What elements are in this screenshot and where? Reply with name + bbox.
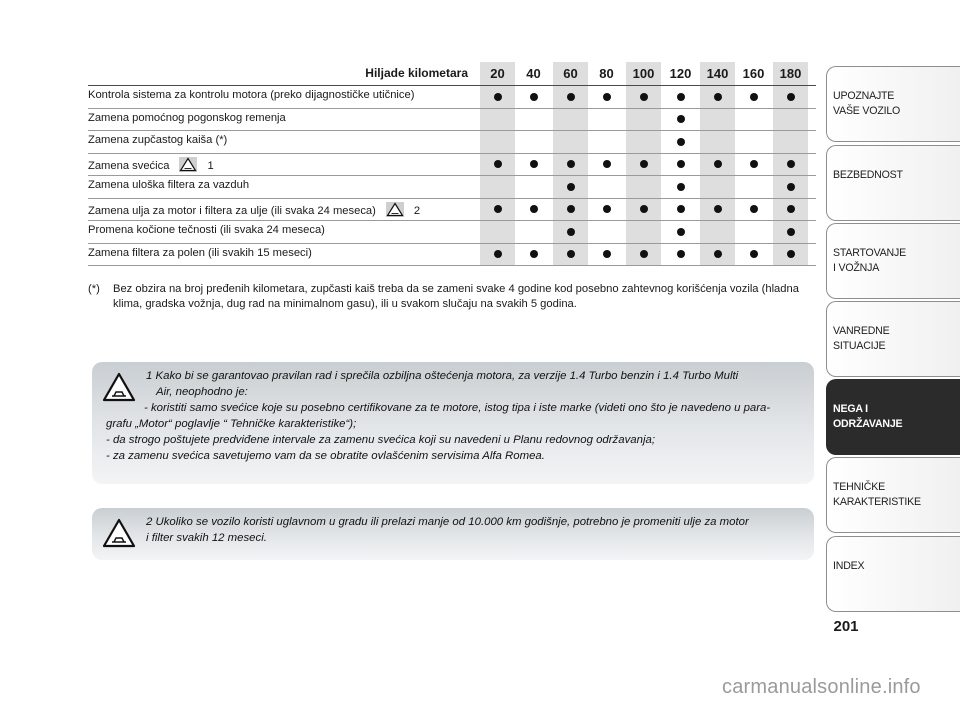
table-cell	[700, 131, 735, 153]
table-cell	[553, 109, 588, 131]
table-cell	[736, 131, 771, 153]
service-dot	[567, 160, 575, 168]
service-dot	[750, 250, 758, 258]
row-label-text: Zamena ulja za motor i filtera za ulje (ili svaka 24 meseca)	[88, 204, 376, 217]
footnote-text: Bez obzira na broj pređenih kilometara, zupčasti kaiš treba da se zameni svake 4 godine kod posebno zahtevnog korišćenja vozila (hladna klima, gradska vožnja, dug rad na minimalnom gasu), ili u svakom slučaju na svakih 5 godina.	[113, 283, 799, 310]
service-dot	[677, 93, 685, 101]
table-cell	[773, 131, 808, 153]
table-cell	[773, 221, 808, 243]
table-cell	[516, 131, 551, 153]
service-dot	[677, 115, 685, 123]
table-row	[88, 154, 816, 177]
col-header: 40	[526, 66, 541, 81]
table-cell	[480, 199, 515, 221]
table-cell	[516, 199, 551, 221]
table-cell	[626, 244, 661, 266]
service-dot	[677, 183, 685, 191]
table-cell	[736, 244, 771, 266]
table-cell	[773, 244, 808, 266]
row-label-text: Zamena zupčastog kaiša (*)	[88, 134, 228, 146]
table-cell	[480, 154, 515, 176]
tab-label: UPOZNAJTE VAŠE VOZILO	[833, 90, 901, 117]
row-label-text: Zamena filtera za polen (ili svakih 15 meseci)	[88, 246, 312, 259]
table-cell	[626, 199, 661, 221]
service-dot	[567, 228, 575, 236]
table-cell	[480, 176, 515, 198]
warning-1-intro: Kako bi se garantovao pravilan rad i sprečila ozbiljna oštećenja motora, za verzije 1.4 Turbo benzin i 1.4 Turbo Multi	[155, 370, 739, 382]
service-dot	[494, 250, 502, 258]
service-dot	[603, 250, 611, 258]
table-body	[88, 86, 816, 266]
table-cell	[700, 86, 735, 108]
service-dot	[787, 183, 795, 191]
table-row	[88, 221, 816, 244]
service-dot	[714, 250, 722, 258]
tab-label: BEZBEDNOST	[833, 169, 903, 181]
tab-label: STARTOVANJE I VOŽNJA	[833, 247, 906, 274]
warning-2-line1: Ukoliko se vozilo koristi uglavnom u gradu ili prelazi manje od 10.000 km godišnje, potrebno je promeniti ulje za motor	[155, 516, 749, 528]
table-cell	[663, 244, 698, 266]
table-cell	[626, 154, 661, 176]
table-row	[88, 131, 816, 154]
service-dot	[640, 93, 648, 101]
service-dot	[640, 205, 648, 213]
table-cell	[516, 86, 551, 108]
tab-upoznajte[interactable]	[826, 66, 960, 142]
table-cell	[626, 109, 661, 131]
tab-label: INDEX	[833, 560, 865, 572]
service-dot	[750, 160, 758, 168]
col-header: 100	[626, 62, 661, 85]
table-cell	[553, 199, 588, 221]
table-cell	[663, 199, 698, 221]
row-label	[88, 247, 312, 259]
table-cell	[516, 154, 551, 176]
row-label-text: Zamena pomoćnog pogonskog remenja	[88, 111, 286, 124]
table-cell	[589, 154, 624, 176]
warning-triangle-icon	[386, 202, 404, 217]
table-cell	[773, 176, 808, 198]
table-cell	[773, 86, 808, 108]
table-cell	[626, 131, 661, 153]
table-cell	[700, 176, 735, 198]
service-dot	[677, 228, 685, 236]
tab-vanredne[interactable]	[826, 301, 960, 377]
table-cell	[626, 176, 661, 198]
service-dot	[603, 205, 611, 213]
table-row	[88, 86, 816, 109]
maintenance-table	[88, 62, 816, 266]
warning-2-number: 2	[146, 516, 153, 528]
service-dot	[677, 205, 685, 213]
table-cell	[553, 221, 588, 243]
row-label	[88, 224, 325, 236]
footnote	[88, 282, 813, 312]
table-cell	[700, 199, 735, 221]
table-cell	[480, 131, 515, 153]
warning-1-item3: - za zamenu svećica savetujemo vam da se obratite ovlašćenim servisima Alfa Romea.	[106, 450, 545, 462]
table-cell	[736, 176, 771, 198]
table-cell	[736, 221, 771, 243]
row-label	[88, 157, 214, 172]
service-dot	[567, 250, 575, 258]
tab-label: NEGA I ODRŽAVANJE	[833, 403, 903, 430]
service-dot	[603, 93, 611, 101]
page-number: 201	[833, 618, 859, 635]
service-dot	[714, 160, 722, 168]
header-title: Hiljade kilometara	[365, 66, 468, 80]
service-dot	[787, 205, 795, 213]
col-header: 140	[700, 62, 735, 85]
service-dot	[677, 250, 685, 258]
table-cell	[589, 244, 624, 266]
warning-1-item1b: grafu „Motor“ poglavlje “ Tehničke karakteristike“);	[106, 418, 357, 430]
service-dot	[530, 160, 538, 168]
row-label	[88, 179, 249, 191]
table-row	[88, 176, 816, 199]
row-label	[88, 89, 414, 101]
table-cell	[663, 176, 698, 198]
table-cell	[480, 221, 515, 243]
service-dot	[603, 160, 611, 168]
warning-1-item1a: - koristiti samo svećice koje su posebno certifikovane za te motore, istog tipa i iste marke (videti ono što je navedeno u para-	[144, 402, 771, 414]
service-dot	[750, 93, 758, 101]
table-cell	[773, 154, 808, 176]
tab-label: VANREDNE SITUACIJE	[833, 325, 890, 352]
warning-1-intro2: Air, neophodno je:	[156, 386, 248, 398]
table-cell	[663, 154, 698, 176]
table-cell	[553, 244, 588, 266]
tab-label: TEHNIČKE KARAKTERISTIKE	[833, 481, 921, 508]
table-cell	[700, 109, 735, 131]
service-dot	[567, 183, 575, 191]
table-cell	[589, 109, 624, 131]
service-dot	[494, 160, 502, 168]
table-cell	[773, 109, 808, 131]
service-dot	[530, 205, 538, 213]
row-label-text: Zamena uloška filtera za vazduh	[88, 179, 250, 191]
watermark: carmanualsonline.info	[722, 676, 921, 698]
col-header: 160	[742, 66, 765, 81]
table-cell	[516, 244, 551, 266]
service-dot	[677, 138, 685, 146]
table-cell	[663, 86, 698, 108]
table-cell	[736, 199, 771, 221]
table-cell	[480, 109, 515, 131]
table-cell	[700, 154, 735, 176]
table-cell	[663, 221, 698, 243]
table-cell	[589, 86, 624, 108]
warning-1-text	[106, 368, 802, 464]
table-cell	[553, 86, 588, 108]
tab-bezbednost[interactable]	[826, 145, 960, 221]
warning-1-item2: - da strogo poštujete predviđene intervale za zamenu svećica koji su navedeni u Planu redovnog održavanja;	[106, 434, 655, 446]
warning-1-number: 1	[146, 370, 153, 382]
row-label	[88, 134, 227, 146]
table-row	[88, 199, 816, 222]
service-dot	[530, 93, 538, 101]
service-dot	[640, 160, 648, 168]
table-cell	[626, 86, 661, 108]
warning-2-text	[146, 514, 802, 546]
service-dot	[567, 205, 575, 213]
service-dot	[494, 93, 502, 101]
table-cell	[773, 199, 808, 221]
table-row	[88, 109, 816, 132]
table-cell	[589, 199, 624, 221]
warning-box-1	[92, 362, 814, 484]
table-row	[88, 244, 816, 267]
table-cell	[516, 109, 551, 131]
col-header: 80	[599, 66, 614, 81]
table-cell	[736, 86, 771, 108]
footnote-mark: (*)	[88, 283, 100, 295]
table-cell	[553, 131, 588, 153]
table-cell	[516, 176, 551, 198]
table-cell	[663, 131, 698, 153]
table-cell	[663, 109, 698, 131]
table-cell	[700, 244, 735, 266]
table-cell	[626, 221, 661, 243]
table-cell	[480, 86, 515, 108]
note-reference: 1	[207, 159, 214, 172]
table-header	[88, 62, 816, 86]
service-dot	[787, 93, 795, 101]
col-header: 120	[669, 66, 692, 81]
service-dot	[677, 160, 685, 168]
row-label	[88, 202, 420, 217]
table-cell	[736, 109, 771, 131]
service-dot	[787, 250, 795, 258]
warning-2-line2: i filter svakih 12 meseci.	[146, 532, 267, 544]
table-cell	[553, 176, 588, 198]
service-dot	[750, 205, 758, 213]
service-dot	[494, 205, 502, 213]
service-dot	[787, 160, 795, 168]
tab-nega[interactable]	[826, 379, 960, 455]
table-cell	[589, 131, 624, 153]
warning-triangle-icon	[179, 157, 197, 172]
service-dot	[787, 228, 795, 236]
table-cell	[516, 221, 551, 243]
warning-box-2	[92, 508, 814, 560]
tab-tehnicke[interactable]	[826, 457, 960, 533]
service-dot	[640, 250, 648, 258]
row-label	[88, 112, 286, 124]
service-dot	[714, 93, 722, 101]
tab-startovanje[interactable]	[826, 223, 960, 299]
tab-index[interactable]	[826, 536, 960, 612]
table-cell	[589, 176, 624, 198]
table-cell	[700, 221, 735, 243]
service-dot	[530, 250, 538, 258]
table-cell	[589, 221, 624, 243]
table-cell	[736, 154, 771, 176]
table-cell	[480, 244, 515, 266]
col-header: 180	[773, 62, 808, 85]
col-header: 20	[480, 62, 515, 85]
warning-triangle-icon	[102, 518, 136, 548]
service-dot	[567, 93, 575, 101]
note-reference: 2	[413, 204, 421, 217]
row-label-text: Promena kočione tečnosti (ili svaka 24 meseca)	[88, 224, 325, 236]
row-label-text: Kontrola sistema za kontrolu motora (preko dijagnostičke utičnice)	[88, 89, 415, 101]
row-label-text: Zamena svećica	[88, 159, 170, 172]
col-header: 60	[553, 62, 588, 85]
service-dot	[714, 205, 722, 213]
table-cell	[553, 154, 588, 176]
